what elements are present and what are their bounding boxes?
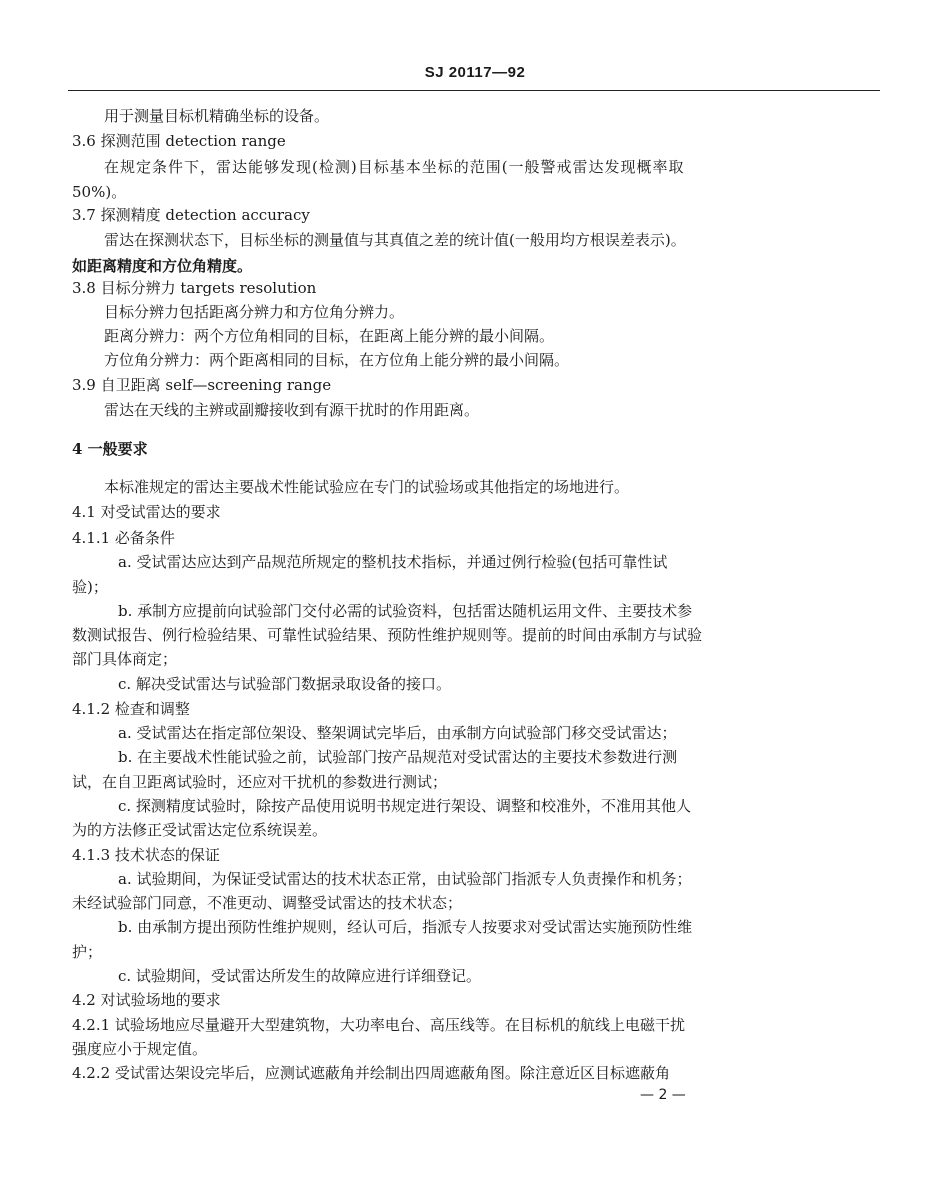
text-line: 距离分辨力：两个方位角相同的目标，在距离上能分辨的最小间隔。 bbox=[104, 327, 555, 345]
section-heading: 3.8 目标分辨力 targets resolution bbox=[72, 279, 317, 297]
text-line: 部门具体商定； bbox=[72, 650, 178, 668]
list-item: a. 受试雷达在指定部位架设、整架调试完毕后，由承制方向试验部门移交受试雷达； bbox=[118, 724, 677, 742]
text-line: 本标准规定的雷达主要战术性能试验应在专门的试验场或其他指定的场地进行。 bbox=[104, 478, 630, 496]
list-item: b. 在主要战术性能试验之前，试验部门按产品规范对受试雷达的主要技术参数进行测 bbox=[118, 748, 678, 766]
text-line: 试，在自卫距离试验时，还应对干扰机的参数进行测试； bbox=[72, 773, 448, 791]
section-heading: 4.2 对试验场地的要求 bbox=[72, 991, 221, 1009]
text-line: 数测试报告、例行检验结果、可靠性试验结果、预防性维护规则等。提前的时间由承制方与试验 bbox=[72, 626, 703, 644]
text-line: 强度应小于规定值。 bbox=[72, 1040, 208, 1058]
text-line: 为的方法修正受试雷达定位系统误差。 bbox=[72, 821, 328, 839]
text-line: 护； bbox=[72, 943, 103, 961]
section-heading: 3.7 探测精度 detection accuracy bbox=[72, 206, 310, 224]
text-line: 用于测量目标机精确坐标的设备。 bbox=[104, 107, 330, 125]
text-line: 方位角分辨力：两个距离相同的目标，在方位角上能分辨的最小间隔。 bbox=[104, 351, 570, 369]
list-item: b. 承制方应提前向试验部门交付必需的试验资料，包括雷达随机运用文件、主要技术参 bbox=[118, 602, 693, 620]
text-line: 雷达在天线的主辨或副瓣接收到有源干扰时的作用距离。 bbox=[104, 401, 480, 419]
section-heading: 4.1 对受试雷达的要求 bbox=[72, 503, 221, 521]
chapter-heading: 4 一般要求 bbox=[72, 440, 148, 458]
text-line: 雷达在探测状态下，目标坐标的测量值与其真值之差的统计值(一般用均方根误差表示)。 bbox=[104, 231, 686, 249]
subsection-heading: 4.1.1 必备条件 bbox=[72, 529, 175, 547]
text-line: 4.2.2 受试雷达架设完毕后，应测试遮蔽角并绘制出四周遮蔽角图。除注意近区目标遮蔽角 bbox=[72, 1064, 670, 1082]
header-rule bbox=[68, 90, 880, 91]
standard-code-header: SJ 20117—92 bbox=[424, 64, 526, 81]
list-item: c. 解决受试雷达与试验部门数据录取设备的接口。 bbox=[118, 675, 451, 693]
subsection-heading: 4.1.3 技术状态的保证 bbox=[72, 846, 220, 864]
section-heading: 3.6 探测范围 detection range bbox=[72, 132, 286, 150]
section-heading: 3.9 自卫距离 self—screening range bbox=[72, 376, 332, 394]
text-line: 50%)。 bbox=[72, 183, 127, 201]
list-item: c. 试验期间，受试雷达所发生的故障应进行详细登记。 bbox=[118, 967, 481, 985]
text-line: 如距离精度和方位角精度。 bbox=[72, 257, 253, 275]
text-line: 未经试验部门同意，不准更动、调整受试雷达的技术状态； bbox=[72, 894, 463, 912]
list-item: b. 由承制方提出预防性维护规则，经认可后，指派专人按要求对受试雷达实施预防性维 bbox=[118, 918, 693, 936]
text-line: 验)； bbox=[72, 578, 108, 596]
list-item: a. 试验期间，为保证受试雷达的技术状态正常，由试验部门指派专人负责操作和机务； bbox=[118, 870, 692, 888]
text-line: 在规定条件下，雷达能够发现(检测)目标基本坐标的范围(一般警戒雷达发现概率取 bbox=[104, 158, 685, 176]
text-line: 目标分辨力包括距离分辨力和方位角分辨力。 bbox=[104, 303, 405, 321]
page-number: — 2 — bbox=[640, 1087, 686, 1103]
list-item: a. 受试雷达应达到产品规范所规定的整机技术指标，并通过例行检验(包括可靠性试 bbox=[118, 553, 668, 571]
list-item: c. 探测精度试验时，除按产品使用说明书规定进行架设、调整和校准外，不准用其他人 bbox=[118, 797, 691, 815]
text-line: 4.2.1 试验场地应尽量避开大型建筑物，大功率电台、高压线等。在目标机的航线上电磁干扰 bbox=[72, 1016, 685, 1034]
subsection-heading: 4.1.2 检查和调整 bbox=[72, 700, 190, 718]
